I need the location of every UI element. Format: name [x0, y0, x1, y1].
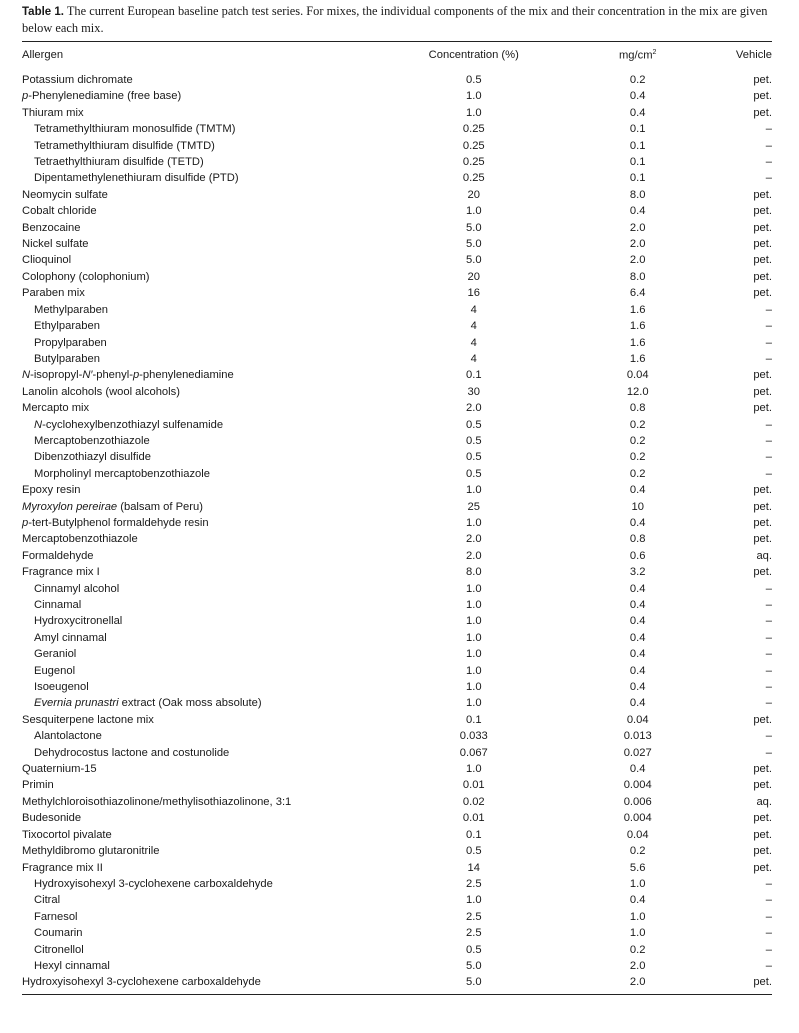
allergen-cell: Epoxy resin [22, 484, 81, 497]
mg-per-cm2-cell: 0.4 [629, 106, 646, 119]
table-row [22, 942, 772, 958]
mg-per-cm2-cell: 0.4 [629, 631, 646, 644]
mg-per-cm2-cell: 0.2 [629, 943, 646, 956]
vehicle-cell: – [765, 664, 772, 677]
vehicle-cell: – [765, 943, 772, 956]
concentration-cell: 1.0 [465, 582, 482, 595]
mg-per-cm2-cell: 0.2 [629, 434, 646, 447]
allergen-cell: N-cyclohexylbenzothiazyl sulfenamide [34, 418, 224, 431]
mg-per-cm2-cell: 2.0 [629, 238, 646, 251]
table-row [22, 252, 772, 268]
mg-per-cm2-cell: 6.4 [629, 287, 646, 300]
allergen-cell: Isoeugenol [34, 681, 89, 694]
allergen-cell: Cinnamal [34, 599, 82, 611]
table-row [22, 646, 772, 662]
table-row [22, 335, 772, 351]
mg-per-cm2-cell: 0.004 [623, 812, 652, 825]
mg-per-cm2-cell: 0.027 [623, 746, 652, 759]
mg-per-cm2-cell: 0.4 [629, 763, 646, 776]
concentration-cell: 16 [467, 287, 480, 300]
concentration-cell: 0.25 [462, 139, 485, 152]
vehicle-cell: pet. [753, 238, 772, 251]
vehicle-cell: – [765, 877, 772, 890]
header-row [22, 42, 772, 68]
allergen-cell: Tetramethylthiuram disulfide (TMTD) [34, 139, 215, 152]
mg-per-cm2-cell: 0.004 [623, 779, 652, 792]
table-row [22, 88, 772, 104]
concentration-cell: 2.5 [465, 910, 482, 923]
mg-per-cm2-cell: 2.0 [629, 221, 646, 234]
concentration-cell: 30 [467, 385, 480, 398]
concentration-cell: 2.0 [465, 533, 482, 546]
mg-per-cm2-cell: 0.4 [629, 697, 646, 710]
allergen-cell: Quaternium-15 [22, 763, 97, 776]
vehicle-cell: pet. [753, 566, 772, 579]
table-caption-text: The current European baseline patch test series. For mixes, the individual components of the mix and their concentration in the mix are given below each mix. [22, 4, 768, 35]
concentration-cell: 4 [470, 320, 477, 333]
vehicle-cell: – [765, 894, 772, 907]
allergen-cell: Cinnamyl alcohol [34, 582, 120, 595]
allergen-table [22, 42, 772, 991]
mg-per-cm2-cell: 0.6 [629, 549, 646, 562]
mg-per-cm2-cell: 1.0 [629, 910, 646, 923]
vehicle-cell: pet. [753, 484, 772, 497]
vehicle-cell: – [765, 582, 772, 595]
vehicle-cell: pet. [753, 270, 772, 283]
table-row [22, 974, 772, 990]
vehicle-cell: pet. [753, 221, 772, 234]
concentration-cell: 1.0 [465, 631, 482, 644]
table-row [22, 138, 772, 154]
mg-per-cm2-cell: 1.6 [629, 336, 646, 349]
allergen-cell: Methylchloroisothiazolinone/methylisothiazolinone, 3:1 [22, 795, 292, 808]
vehicle-cell: – [765, 927, 772, 940]
table-row [22, 695, 772, 711]
vehicle-cell: – [765, 139, 772, 152]
table-row [22, 318, 772, 334]
concentration-cell: 0.1 [465, 713, 482, 726]
concentration-cell: 14 [467, 861, 480, 874]
header-vehicle: Vehicle [735, 49, 772, 61]
table-document [22, 0, 772, 995]
allergen-cell: p-tert-Butylphenol formaldehyde resin [22, 516, 209, 529]
mg-per-cm2-cell: 0.4 [629, 484, 646, 497]
vehicle-cell: pet. [753, 369, 772, 382]
allergen-cell: Clioquinol [22, 254, 72, 267]
table-row [22, 827, 772, 843]
allergen-cell: Primin [22, 779, 54, 792]
vehicle-cell: pet. [753, 713, 772, 726]
table-row [22, 121, 772, 137]
concentration-cell: 2.0 [465, 549, 482, 562]
mg-per-cm2-cell: 5.6 [629, 861, 646, 874]
concentration-cell: 5.0 [465, 221, 482, 234]
table-row [22, 925, 772, 941]
allergen-cell: Alantolactone [34, 730, 102, 743]
table-row [22, 794, 772, 810]
table-row [22, 433, 772, 449]
table-row [22, 351, 772, 367]
table-row [22, 269, 772, 285]
vehicle-cell: pet. [753, 763, 772, 776]
header-mg-text: mg/cm [618, 49, 653, 62]
allergen-cell: Farnesol [34, 910, 78, 923]
allergen-cell: Potassium dichromate [22, 74, 133, 86]
concentration-cell: 25 [467, 500, 480, 513]
concentration-cell: 1.0 [465, 664, 482, 677]
concentration-cell: 2.5 [465, 877, 482, 890]
allergen-cell: Mercapto mix [22, 402, 90, 415]
table-row [22, 564, 772, 580]
allergen-cell: Tetramethylthiuram monosulfide (TMTM) [34, 123, 236, 136]
allergen-cell: Lanolin alcohols (wool alcohols) [22, 385, 180, 398]
allergen-cell: Eugenol [34, 664, 76, 677]
vehicle-cell: pet. [753, 287, 772, 300]
vehicle-cell: – [765, 352, 772, 365]
table-row [22, 187, 772, 203]
table-row [22, 170, 772, 186]
concentration-cell: 0.5 [465, 418, 482, 431]
table-row [22, 663, 772, 679]
mg-per-cm2-cell: 0.4 [629, 599, 646, 611]
concentration-cell: 5.0 [465, 959, 482, 972]
mg-per-cm2-cell: 0.4 [629, 516, 646, 529]
concentration-cell: 1.0 [465, 90, 482, 103]
table-row [22, 400, 772, 416]
table-row [22, 68, 772, 88]
mg-per-cm2-cell: 3.2 [629, 566, 646, 579]
mg-per-cm2-cell: 2.0 [629, 976, 646, 989]
vehicle-cell: pet. [753, 90, 772, 103]
vehicle-cell: – [765, 336, 772, 349]
header-mg-per-cm2 [533, 42, 712, 68]
allergen-cell: Hydroxyisohexyl 3-cyclohexene carboxaldehyde [34, 877, 273, 890]
vehicle-cell: pet. [753, 106, 772, 119]
vehicle-cell: – [765, 910, 772, 923]
vehicle-cell: – [765, 303, 772, 316]
table-row [22, 154, 772, 170]
allergen-cell: Cobalt chloride [22, 205, 97, 218]
table-row [22, 843, 772, 859]
mg-per-cm2-cell: 0.4 [629, 681, 646, 694]
concentration-cell: 0.01 [462, 779, 485, 792]
concentration-cell: 5.0 [465, 238, 482, 251]
concentration-cell: 1.0 [465, 106, 482, 119]
table-row [22, 810, 772, 826]
concentration-cell: 5.0 [465, 976, 482, 989]
allergen-cell: Dibenzothiazyl disulfide [34, 451, 151, 464]
concentration-cell: 0.02 [462, 795, 485, 808]
mg-per-cm2-cell: 0.013 [623, 730, 652, 743]
mg-per-cm2-cell: 0.04 [626, 713, 649, 726]
mg-per-cm2-cell: 10 [631, 500, 644, 513]
allergen-cell: Tetraethylthiuram disulfide (TETD) [34, 156, 204, 169]
vehicle-cell: pet. [753, 74, 772, 86]
allergen-cell: N-isopropyl-N′-phenyl-p-phenylenediamine [22, 369, 234, 382]
vehicle-cell: pet. [753, 533, 772, 546]
table-row [22, 581, 772, 597]
header-mg-superscript: 2 [652, 48, 657, 56]
allergen-cell: Hydroxycitronellal [34, 615, 123, 628]
mg-per-cm2-cell: 0.8 [629, 402, 646, 415]
allergen-cell: Myroxylon pereirae (balsam of Peru) [22, 500, 203, 513]
vehicle-cell: – [765, 615, 772, 628]
allergen-cell: Mercaptobenzothiazole [34, 434, 150, 447]
concentration-cell: 20 [467, 188, 480, 201]
mg-per-cm2-cell: 0.04 [626, 369, 649, 382]
table-row [22, 417, 772, 433]
concentration-cell: 4 [470, 336, 477, 349]
vehicle-cell: aq. [756, 795, 772, 808]
concentration-cell: 1.0 [465, 763, 482, 776]
vehicle-cell: pet. [753, 861, 772, 874]
allergen-cell: Propylparaben [34, 336, 107, 349]
header-allergen: Allergen [22, 49, 64, 61]
vehicle-cell: – [765, 123, 772, 136]
table-caption-label: Table 1. [22, 6, 64, 18]
table-row [22, 482, 772, 498]
vehicle-cell: – [765, 172, 772, 185]
allergen-cell: Amyl cinnamal [34, 631, 107, 644]
concentration-cell: 1.0 [465, 681, 482, 694]
allergen-cell: Butylparaben [34, 352, 100, 365]
concentration-cell: 1.0 [465, 615, 482, 628]
vehicle-cell: pet. [753, 500, 772, 513]
vehicle-cell: – [765, 451, 772, 464]
allergen-cell: Nickel sulfate [22, 238, 89, 251]
mg-per-cm2-cell: 1.6 [629, 320, 646, 333]
allergen-cell: Methyldibromo glutaronitrile [22, 845, 160, 858]
mg-per-cm2-cell: 0.4 [629, 615, 646, 628]
table-body [22, 68, 772, 991]
concentration-cell: 0.5 [465, 467, 482, 480]
table-row [22, 597, 772, 613]
allergen-cell: Fragrance mix I [22, 566, 100, 579]
concentration-cell: 1.0 [465, 205, 482, 218]
table-header [22, 42, 772, 68]
concentration-cell: 20 [467, 270, 480, 283]
vehicle-cell: – [765, 730, 772, 743]
bottom-rule [22, 994, 772, 995]
mg-per-cm2-cell: 0.2 [629, 451, 646, 464]
table-row [22, 220, 772, 236]
mg-per-cm2-cell: 0.2 [629, 74, 646, 86]
vehicle-cell: pet. [753, 254, 772, 267]
mg-per-cm2-cell: 1.0 [629, 877, 646, 890]
table-row [22, 958, 772, 974]
mg-per-cm2-cell: 0.4 [629, 90, 646, 103]
vehicle-cell: – [765, 648, 772, 661]
vehicle-cell: – [765, 418, 772, 431]
concentration-cell: 0.25 [462, 172, 485, 185]
table-row [22, 515, 772, 531]
table-row [22, 236, 772, 252]
allergen-cell: Paraben mix [22, 287, 85, 300]
vehicle-cell: pet. [753, 188, 772, 201]
allergen-cell: Methylparaben [34, 303, 109, 316]
allergen-cell: Coumarin [34, 927, 83, 940]
allergen-cell: Morpholinyl mercaptobenzothiazole [34, 467, 210, 480]
table-caption [22, 3, 772, 36]
vehicle-cell: – [765, 681, 772, 694]
concentration-cell: 0.1 [465, 369, 482, 382]
vehicle-cell: pet. [753, 402, 772, 415]
mg-per-cm2-cell: 0.2 [629, 467, 646, 480]
mg-per-cm2-cell: 0.1 [629, 123, 646, 136]
vehicle-cell: – [765, 467, 772, 480]
concentration-cell: 0.5 [465, 434, 482, 447]
mg-per-cm2-cell: 0.4 [629, 648, 646, 661]
vehicle-cell: – [765, 631, 772, 644]
allergen-cell: Dipentamethylenethiuram disulfide (PTD) [34, 172, 239, 185]
vehicle-cell: pet. [753, 976, 772, 989]
concentration-cell: 8.0 [465, 566, 482, 579]
allergen-cell: p-Phenylenediamine (free base) [22, 90, 182, 103]
vehicle-cell: pet. [753, 385, 772, 398]
table-row [22, 384, 772, 400]
allergen-cell: Ethylparaben [34, 320, 100, 333]
allergen-cell: Evernia prunastri extract (Oak moss absolute) [34, 697, 262, 710]
vehicle-cell: pet. [753, 779, 772, 792]
table-row [22, 449, 772, 465]
concentration-cell: 0.5 [465, 845, 482, 858]
concentration-cell: 0.1 [465, 828, 482, 841]
concentration-cell: 1.0 [465, 648, 482, 661]
table-row [22, 777, 772, 793]
concentration-cell: 0.067 [459, 746, 488, 759]
allergen-cell: Tixocortol pivalate [22, 828, 112, 841]
allergen-cell: Formaldehyde [22, 549, 94, 562]
concentration-cell: 1.0 [465, 599, 482, 611]
table-row [22, 761, 772, 777]
vehicle-cell: aq. [756, 549, 772, 562]
concentration-cell: 0.25 [462, 156, 485, 169]
concentration-cell: 0.5 [465, 943, 482, 956]
vehicle-cell: – [765, 320, 772, 333]
allergen-cell: Benzocaine [22, 221, 81, 234]
concentration-cell: 0.25 [462, 123, 485, 136]
allergen-cell: Sesquiterpene lactone mix [22, 713, 154, 726]
concentration-cell: 1.0 [465, 484, 482, 497]
table-row [22, 613, 772, 629]
table-row [22, 909, 772, 925]
vehicle-cell: pet. [753, 845, 772, 858]
allergen-cell: Hexyl cinnamal [34, 959, 110, 972]
mg-per-cm2-cell: 1.6 [629, 303, 646, 316]
mg-per-cm2-cell: 0.04 [626, 828, 649, 841]
concentration-cell: 0.5 [465, 451, 482, 464]
allergen-cell: Colophony (colophonium) [22, 270, 150, 283]
concentration-cell: 4 [470, 303, 477, 316]
concentration-cell: 2.0 [465, 402, 482, 415]
mg-per-cm2-cell: 0.2 [629, 845, 646, 858]
allergen-cell: Citronellol [34, 943, 84, 956]
mg-per-cm2-cell: 8.0 [629, 270, 646, 283]
table-row [22, 203, 772, 219]
table-row [22, 679, 772, 695]
vehicle-cell: pet. [753, 516, 772, 529]
table-row [22, 630, 772, 646]
mg-per-cm2-cell: 0.1 [629, 172, 646, 185]
table-row [22, 531, 772, 547]
table-row [22, 728, 772, 744]
table-row [22, 367, 772, 383]
concentration-cell: 0.5 [465, 74, 482, 86]
allergen-cell: Mercaptobenzothiazole [22, 533, 138, 546]
concentration-cell: 1.0 [465, 516, 482, 529]
header-concentration: Concentration (%) [428, 49, 519, 61]
table-row [22, 892, 772, 908]
allergen-cell: Budesonide [22, 812, 82, 825]
vehicle-cell: – [765, 156, 772, 169]
vehicle-cell: – [765, 697, 772, 710]
vehicle-cell: pet. [753, 812, 772, 825]
vehicle-cell: pet. [753, 205, 772, 218]
vehicle-cell: – [765, 599, 772, 611]
table-row [22, 285, 772, 301]
vehicle-cell: pet. [753, 828, 772, 841]
table-row [22, 499, 772, 515]
table-row [22, 466, 772, 482]
allergen-cell: Hydroxyisohexyl 3-cyclohexene carboxaldehyde [22, 976, 261, 989]
mg-per-cm2-cell: 0.1 [629, 156, 646, 169]
concentration-cell: 0.033 [459, 730, 488, 743]
mg-per-cm2-cell: 1.6 [629, 352, 646, 365]
mg-per-cm2-cell: 0.4 [629, 205, 646, 218]
mg-per-cm2-cell: 0.4 [629, 582, 646, 595]
mg-per-cm2-cell: 2.0 [629, 254, 646, 267]
allergen-cell: Citral [34, 894, 61, 907]
mg-per-cm2-cell: 0.4 [629, 664, 646, 677]
concentration-cell: 0.01 [462, 812, 485, 825]
mg-per-cm2-cell: 1.0 [629, 927, 646, 940]
table-row [22, 548, 772, 564]
table-row [22, 745, 772, 761]
allergen-cell: Fragrance mix II [22, 861, 103, 874]
table-row [22, 712, 772, 728]
mg-per-cm2-cell: 0.4 [629, 894, 646, 907]
table-row [22, 105, 772, 121]
mg-per-cm2-cell: 8.0 [629, 188, 646, 201]
mg-per-cm2-cell: 0.1 [629, 139, 646, 152]
allergen-cell: Geraniol [34, 648, 77, 661]
concentration-cell: 2.5 [465, 927, 482, 940]
table-row [22, 302, 772, 318]
vehicle-cell: – [765, 746, 772, 759]
concentration-cell: 4 [470, 352, 477, 365]
allergen-cell: Dehydrocostus lactone and costunolide [34, 746, 230, 759]
mg-per-cm2-cell: 0.2 [629, 418, 646, 431]
concentration-cell: 1.0 [465, 697, 482, 710]
table-row [22, 860, 772, 876]
mg-per-cm2-cell: 2.0 [629, 959, 646, 972]
mg-per-cm2-cell: 12.0 [626, 385, 649, 398]
allergen-cell: Neomycin sulfate [22, 188, 108, 201]
concentration-cell: 5.0 [465, 254, 482, 267]
allergen-cell: Thiuram mix [22, 106, 84, 119]
mg-per-cm2-cell: 0.006 [623, 795, 652, 808]
concentration-cell: 1.0 [465, 894, 482, 907]
mg-per-cm2-cell: 0.8 [629, 533, 646, 546]
vehicle-cell: – [765, 434, 772, 447]
vehicle-cell: – [765, 959, 772, 972]
table-row [22, 876, 772, 892]
